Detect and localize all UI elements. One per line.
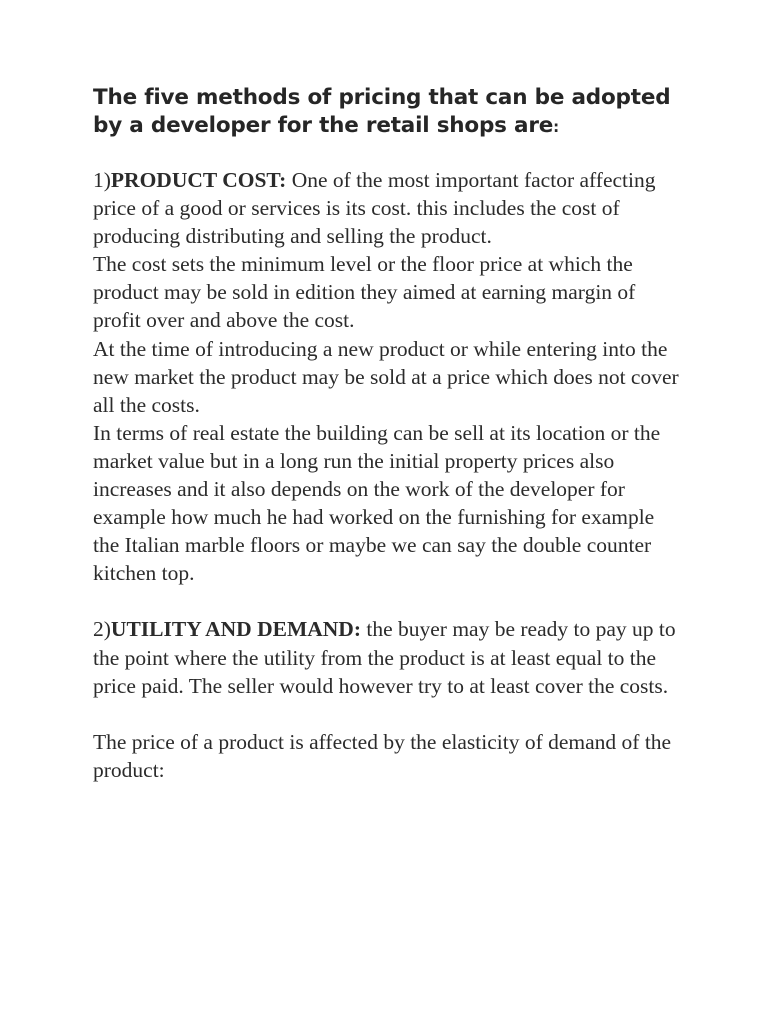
heading-text: The five methods of pricing that can be adopted by a developer for the retail shops are <box>93 85 671 138</box>
paragraph: At the time of introducing a new product or while entering into the new market the product may be sold at a price which does not cover all the costs. <box>93 336 679 417</box>
section-title: PRODUCT COST: <box>110 168 287 192</box>
heading-colon: : <box>553 118 559 136</box>
section-utility-demand <box>93 615 683 699</box>
section-number: 2) <box>93 617 111 642</box>
paragraph: In terms of real estate the building can be sell at its location or the market value but in a long run the initial property prices also increases and it also depends on the work of the developer for example how much he had worked on the furnishing for example the Italian marble floors or maybe we can say the double counter kitchen top. <box>93 420 661 586</box>
document-page <box>93 84 683 784</box>
paragraph: The cost sets the minimum level or the floor price at which the product may be sold in edition they aimed at earning margin of profit over and above the cost. <box>93 252 636 333</box>
section-product-cost <box>93 166 683 250</box>
closing-paragraph: The price of a product is affected by the elasticity of demand of the product: <box>93 729 672 782</box>
section-number: 1) <box>93 168 111 192</box>
document-heading <box>93 84 683 141</box>
section-text: One of the most important factor affecting price of a good or services is its cost. this includes the cost of producing distributing and selling the product. <box>93 168 656 249</box>
section-title: UTILITY AND DEMAND: <box>110 617 361 642</box>
section-text: the buyer may be ready to pay up to the point where the utility from the product is at least equal to the price paid. The seller would however try to at least cover the costs. <box>93 617 676 698</box>
